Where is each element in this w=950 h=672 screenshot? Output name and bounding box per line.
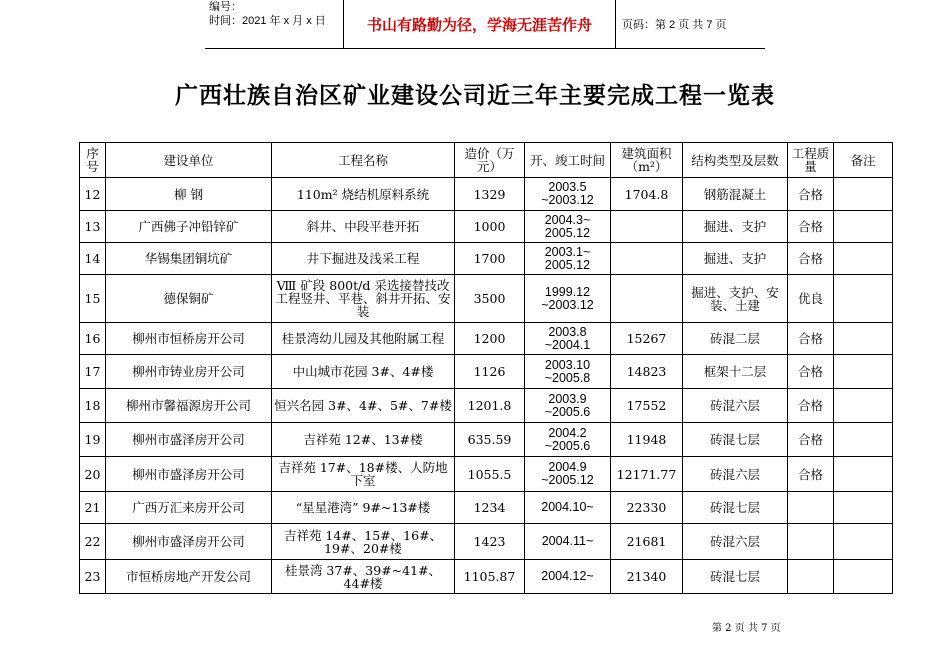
table-row	[80, 355, 893, 389]
cell-note	[834, 389, 893, 423]
col-header-unit: 建设单位	[106, 143, 272, 178]
table-body	[80, 178, 893, 594]
cell-cost: 635.59	[455, 423, 525, 457]
cell-seq: 15	[80, 275, 106, 323]
cell-cost: 1000	[455, 211, 525, 243]
table-header-row	[80, 143, 893, 178]
cell-name: 桂景湾幼儿园及其他附属工程	[272, 323, 455, 355]
cell-period: 2004.3~ 2005.12	[525, 211, 611, 243]
col-header-quality: 工程质量	[788, 143, 834, 178]
cell-unit: 柳州市盛泽房开公司	[106, 423, 272, 457]
cell-unit: 广西万汇来房开公司	[106, 492, 272, 524]
cell-area: 17552	[611, 389, 683, 423]
cell-cost: 1126	[455, 355, 525, 389]
cell-seq: 19	[80, 423, 106, 457]
cell-cost: 1423	[455, 524, 525, 560]
cell-seq: 18	[80, 389, 106, 423]
cell-note	[834, 323, 893, 355]
cell-unit: 德保铜矿	[106, 275, 272, 323]
cell-seq: 21	[80, 492, 106, 524]
cell-note	[834, 243, 893, 275]
cell-structure: 砖混七层	[683, 560, 788, 594]
cell-note	[834, 524, 893, 560]
cell-name: 吉祥苑 12#、13#楼	[272, 423, 455, 457]
cell-area: 21681	[611, 524, 683, 560]
cell-area: 14823	[611, 355, 683, 389]
cell-area	[611, 275, 683, 323]
cell-seq: 14	[80, 243, 106, 275]
cell-structure: 掘进、支护	[683, 243, 788, 275]
cell-structure: 砖混六层	[683, 389, 788, 423]
cell-period: 2003.5 ~2003.12	[525, 178, 611, 211]
cell-cost: 3500	[455, 275, 525, 323]
table-row	[80, 389, 893, 423]
cell-note	[834, 560, 893, 594]
cell-unit: 柳州市盛泽房开公司	[106, 457, 272, 492]
cell-unit: 华锡集团铜坑矿	[106, 243, 272, 275]
cell-quality	[788, 492, 834, 524]
cell-period: 1999.12 ~2003.12	[525, 275, 611, 323]
table-row	[80, 243, 893, 275]
cell-area: 12171.77	[611, 457, 683, 492]
cell-cost: 1234	[455, 492, 525, 524]
cell-note	[834, 457, 893, 492]
cell-name: 桂景湾 37#、39#~41#、44#楼	[272, 560, 455, 594]
cell-structure: 掘进、支护、安装、土建	[683, 275, 788, 323]
cell-unit: 柳州市铸业房开公司	[106, 355, 272, 389]
cell-name: 恒兴名园 3#、4#、5#、7#楼	[272, 389, 455, 423]
cell-cost: 1201.8	[455, 389, 525, 423]
cell-name: 吉祥苑 14#、15#、16#、19#、20#楼	[272, 524, 455, 560]
col-header-name: 工程名称	[272, 143, 455, 178]
page-title: 广西壮族自治区矿业建设公司近三年主要完成工程一览表	[175, 83, 775, 109]
cell-name: 吉祥苑 17#、18#楼、人防地下室	[272, 457, 455, 492]
cell-quality: 合格	[788, 211, 834, 243]
cell-area: 21340	[611, 560, 683, 594]
cell-area: 15267	[611, 323, 683, 355]
cell-name: 井下掘进及浅采工程	[272, 243, 455, 275]
col-header-note: 备注	[834, 143, 893, 178]
cell-unit: 柳州市恒桥房开公司	[106, 323, 272, 355]
cell-cost: 1200	[455, 323, 525, 355]
cell-area: 22330	[611, 492, 683, 524]
cell-seq: 12	[80, 178, 106, 211]
cell-note	[834, 355, 893, 389]
cell-note	[834, 211, 893, 243]
table-row	[80, 275, 893, 323]
cell-period: 2003.10 ~2005.8	[525, 355, 611, 389]
document-header	[205, 0, 765, 49]
page-footer: 第 2 页 共 7 页	[712, 623, 781, 634]
cell-period: 2004.9 ~2005.12	[525, 457, 611, 492]
cell-structure: 砖混七层	[683, 492, 788, 524]
cell-cost: 1105.87	[455, 560, 525, 594]
header-motto: 书山有路勤为径，学海无涯苦作舟	[344, 0, 616, 48]
cell-cost: 1329	[455, 178, 525, 211]
cell-area: 11948	[611, 423, 683, 457]
cell-seq: 17	[80, 355, 106, 389]
col-header-period: 开、竣工时间	[525, 143, 611, 178]
cell-seq: 13	[80, 211, 106, 243]
col-header-cost: 造价（万元）	[455, 143, 525, 178]
cell-name: 中山城市花园 3#、4#楼	[272, 355, 455, 389]
cell-period: 2003.9 ~2005.6	[525, 389, 611, 423]
cell-quality: 合格	[788, 178, 834, 211]
time-label: 时间：2021 年 x 月 x 日	[209, 15, 326, 27]
cell-name: “星星港湾” 9#~13#楼	[272, 492, 455, 524]
cell-period: 2003.8 ~2004.1	[525, 323, 611, 355]
cell-period: 2004.12~	[525, 560, 611, 594]
col-header-structure: 结构类型及层数	[683, 143, 788, 178]
cell-seq: 23	[80, 560, 106, 594]
table-row	[80, 492, 893, 524]
cell-unit: 市恒桥房地产开发公司	[106, 560, 272, 594]
cell-structure: 框架十二层	[683, 355, 788, 389]
header-meta	[205, 0, 344, 48]
cell-area	[611, 211, 683, 243]
cell-quality: 合格	[788, 423, 834, 457]
cell-name: 斜井、中段平巷开拓	[272, 211, 455, 243]
cell-structure: 砖混六层	[683, 457, 788, 492]
cell-structure: 砖混七层	[683, 423, 788, 457]
cell-area	[611, 243, 683, 275]
table-row	[80, 211, 893, 243]
cell-note	[834, 178, 893, 211]
cell-note	[834, 275, 893, 323]
cell-seq: 20	[80, 457, 106, 492]
cell-structure: 掘进、支护	[683, 211, 788, 243]
cell-seq: 16	[80, 323, 106, 355]
col-header-area: 建筑面积（m²）	[611, 143, 683, 178]
cell-name: Ⅷ 矿段 800t/d 采选接替技改工程竖井、平巷、斜井开拓、安装	[272, 275, 455, 323]
projects-table	[79, 142, 893, 594]
number-label: 编号：	[209, 1, 242, 13]
col-header-seq: 序号	[80, 143, 106, 178]
table-row	[80, 178, 893, 211]
cell-quality: 优良	[788, 275, 834, 323]
cell-period: 2003.1~ 2005.12	[525, 243, 611, 275]
table-row	[80, 457, 893, 492]
cell-period: 2004.11~	[525, 524, 611, 560]
table-row	[80, 423, 893, 457]
header-page-info: 页码：第 2 页 共 7 页	[622, 19, 727, 31]
cell-note	[834, 423, 893, 457]
table-row	[80, 323, 893, 355]
cell-name: 110m² 烧结机原料系统	[272, 178, 455, 211]
cell-quality: 合格	[788, 457, 834, 492]
cell-quality: 合格	[788, 243, 834, 275]
cell-period: 2004.2 ~2005.6	[525, 423, 611, 457]
cell-unit: 柳州市馨福源房开公司	[106, 389, 272, 423]
cell-unit: 广西佛子冲铅锌矿	[106, 211, 272, 243]
cell-quality	[788, 560, 834, 594]
cell-quality: 合格	[788, 323, 834, 355]
cell-unit: 柳 钢	[106, 178, 272, 211]
cell-unit: 柳州市盛泽房开公司	[106, 524, 272, 560]
cell-structure: 砖混六层	[683, 524, 788, 560]
cell-note	[834, 492, 893, 524]
cell-quality	[788, 524, 834, 560]
cell-cost: 1055.5	[455, 457, 525, 492]
cell-cost: 1700	[455, 243, 525, 275]
table-row	[80, 524, 893, 560]
cell-structure: 砖混二层	[683, 323, 788, 355]
cell-structure: 钢筋混凝土	[683, 178, 788, 211]
table-row	[80, 560, 893, 594]
cell-area: 1704.8	[611, 178, 683, 211]
cell-period: 2004.10~	[525, 492, 611, 524]
cell-quality: 合格	[788, 355, 834, 389]
cell-seq: 22	[80, 524, 106, 560]
cell-quality: 合格	[788, 389, 834, 423]
